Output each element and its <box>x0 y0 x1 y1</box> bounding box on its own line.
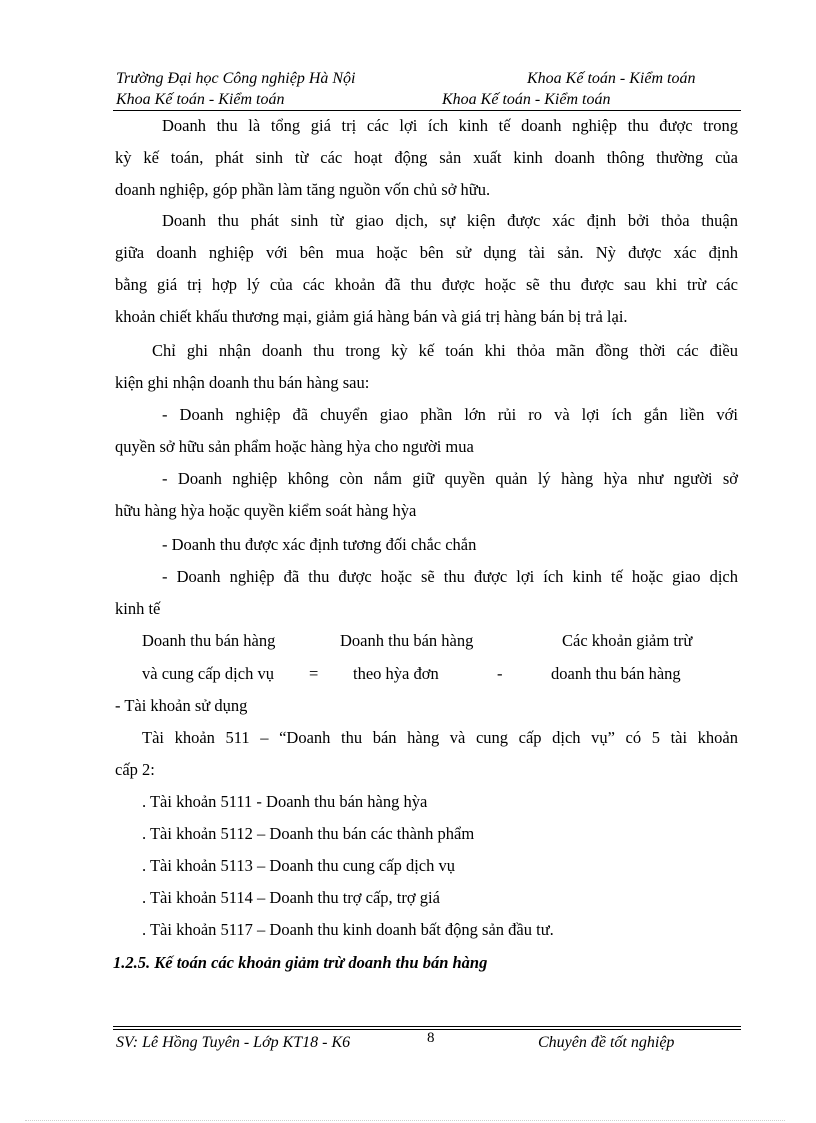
paragraph-3-line-2: kiện ghi nhận doanh thu bán hàng sau: <box>115 373 370 392</box>
header-faculty-mid: Khoa Kế toán - Kiểm toán <box>442 91 611 108</box>
condition-3: - Doanh thu được xác định tương đối chắc chắn <box>162 535 477 554</box>
condition-4-line-2: kinh tế <box>115 599 161 618</box>
paragraph-1-line-2: kỳ kế toán, phát sinh từ các hoạt động sản xuất kinh doanh thông thường của <box>115 148 738 167</box>
account-item: . Tài khoản 5117 – Doanh thu kinh doanh bất động sản đầu tư. <box>142 920 554 939</box>
paragraph-2-line-4: khoản chiết khấu thương mại, giảm giá hàng bán và giá trị hàng bán bị trả lại. <box>115 307 628 326</box>
paragraph-3-line-1: Chỉ ghi nhận doanh thu trong kỳ kế toán khi thỏa mãn đồng thời các điều <box>152 341 738 360</box>
paragraph-2-line-1: Doanh thu phát sinh từ giao dịch, sự kiện được xác định bởi thỏa thuận <box>162 211 738 230</box>
formula-rhs-line-2: doanh thu bán hàng <box>551 664 681 683</box>
formula-lhs-line-2: và cung cấp dịch vụ <box>142 664 274 683</box>
page-number: 8 <box>427 1030 435 1046</box>
account-desc-line-2: cấp 2: <box>115 760 155 779</box>
header-faculty-right: Khoa Kế toán - Kiểm toán <box>527 70 696 87</box>
footer-thesis: Chuyên đề tốt nghiệp <box>538 1034 675 1051</box>
paragraph-2-line-2: giữa doanh nghiệp với bên mua hoặc bên sử dụng tài sản. Nỳ được xác định <box>115 243 738 262</box>
paragraph-1-line-3: doanh nghiệp, góp phần làm tăng nguồn vốn chủ sở hữu. <box>115 180 491 199</box>
header-school: Trường Đại học Công nghiệp Hà Nội <box>116 70 356 87</box>
condition-2-line-1: - Doanh nghiệp không còn nắm giữ quyền quản lý hàng hỳa như người sở <box>162 469 738 488</box>
header-rule <box>113 110 741 111</box>
condition-1-line-1: - Doanh nghiệp đã chuyển giao phần lớn rủi ro và lợi ích gắn liền với <box>162 405 738 424</box>
formula-mid-line-2: theo hỳa đơn <box>353 664 439 683</box>
account-item: . Tài khoản 5113 – Doanh thu cung cấp dịch vụ <box>142 856 455 875</box>
paragraph-2-line-3: bằng giá trị hợp lý của các khoản đã thu được hoặc sẽ thu được sau khi trừ các <box>115 275 738 294</box>
paragraph-1-line-1: Doanh thu là tổng giá trị các lợi ích kinh tế doanh nghiệp thu được trong <box>162 116 738 135</box>
account-desc-line-1: Tài khoản 511 – “Doanh thu bán hàng và cung cấp dịch vụ” có 5 tài khoản <box>142 728 738 747</box>
account-used-label: - Tài khoản sử dụng <box>115 696 248 715</box>
account-item: . Tài khoản 5114 – Doanh thu trợ cấp, trợ giá <box>142 888 440 907</box>
formula-minus: - <box>497 664 503 683</box>
formula-mid-line-1: Doanh thu bán hàng <box>340 631 474 650</box>
condition-2-line-2: hữu hàng hỳa hoặc quyền kiểm soát hàng hỳa <box>115 501 417 520</box>
footer-student: SV: Lê Hồng Tuyên - Lớp KT18 - K6 <box>116 1034 351 1051</box>
account-item: . Tài khoản 5112 – Doanh thu bán các thành phẩm <box>142 824 475 843</box>
formula-rhs-line-1: Các khoản giảm trừ <box>562 631 693 650</box>
page-edge-dots <box>25 1120 785 1121</box>
account-item: . Tài khoản 5111 - Doanh thu bán hàng hỳa <box>142 792 428 811</box>
formula-equals: = <box>309 664 319 683</box>
section-heading: 1.2.5. Kế toán các khoản giảm trừ doanh thu bán hàng <box>113 953 488 972</box>
footer-rule-top <box>113 1026 741 1027</box>
header-faculty-left: Khoa Kế toán - Kiểm toán <box>116 91 285 108</box>
condition-1-line-2: quyền sở hữu sản phẩm hoặc hàng hỳa cho người mua <box>115 437 474 456</box>
condition-4-line-1: - Doanh nghiệp đã thu được hoặc sẽ thu được lợi ích kinh tế hoặc giao dịch <box>162 567 738 586</box>
formula-lhs-line-1: Doanh thu bán hàng <box>142 631 276 650</box>
